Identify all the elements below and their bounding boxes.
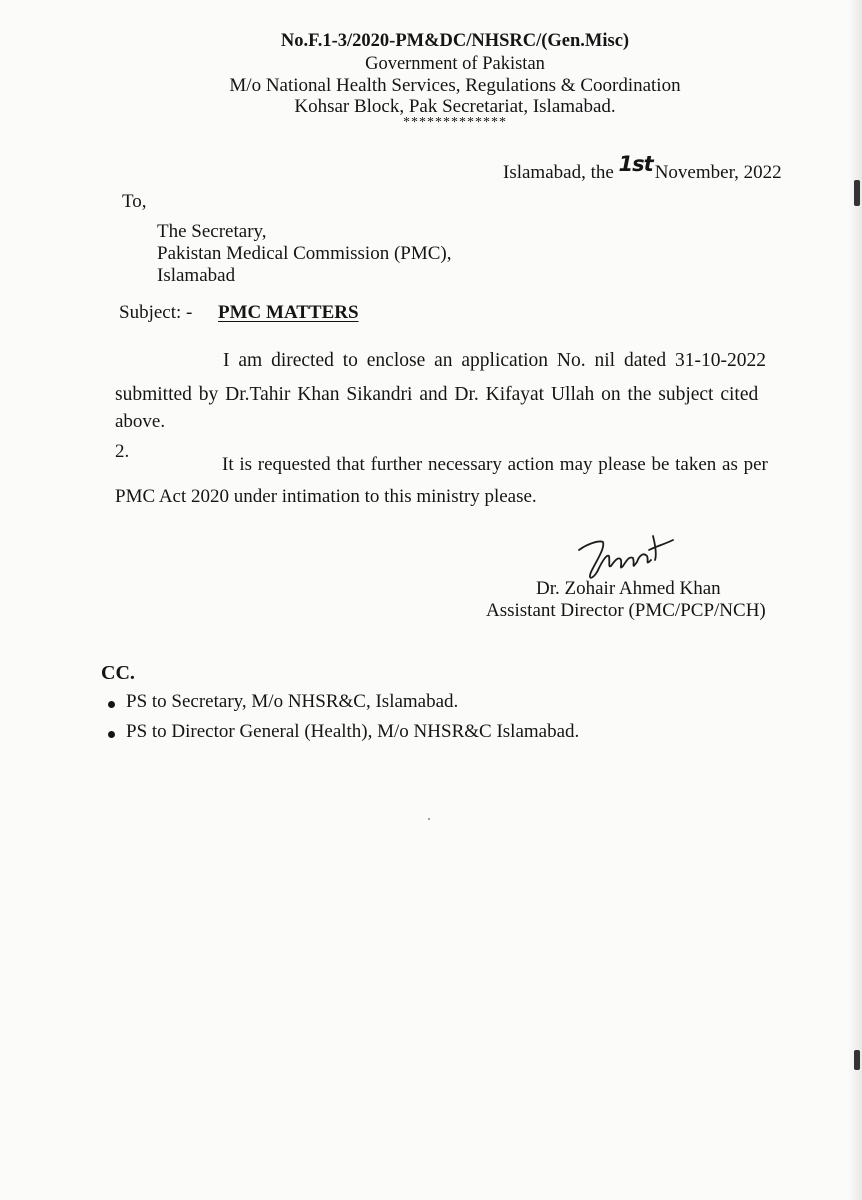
- subject-label: Subject: -: [119, 302, 193, 323]
- paragraph-1-line-2: submitted by Dr.Tahir Khan Sikandri and Dr. Kifayat Ullah on the subject cited: [115, 384, 759, 405]
- paragraph-1-text: I am directed to enclose an application No. nil dated 31-10-2022: [223, 350, 767, 371]
- date-line: [503, 152, 782, 184]
- recipient-organization: Pakistan Medical Commission (PMC),: [157, 243, 452, 264]
- bullet-icon: [108, 701, 115, 708]
- date-suffix: November, 2022: [654, 162, 782, 183]
- address-line: Kohsar Block, Pak Secretariat, Islamabad.: [294, 96, 616, 117]
- signatory-designation: Assistant Director (PMC/PCP/NCH): [486, 600, 766, 621]
- date-prefix: Islamabad, the: [503, 162, 619, 183]
- file-number: No.F.1-3/2020-PM&DC/NHSRC/(Gen.Misc): [280, 31, 630, 51]
- ministry-line: M/o National Health Services, Regulations & Coordination: [229, 75, 681, 96]
- government-line: Government of Pakistan: [365, 54, 545, 74]
- handwritten-day: 1st: [618, 152, 653, 176]
- signatory-name: Dr. Zohair Ahmed Khan: [536, 578, 721, 599]
- subject-title: PMC MATTERS: [218, 302, 359, 323]
- cc-item: PS to Secretary, M/o NHSR&C, Islamabad.: [126, 691, 459, 712]
- to-label: To,: [122, 191, 147, 212]
- paragraph-2-number: 2.: [115, 441, 130, 462]
- paragraph-2-line-2: PMC Act 2020 under intimation to this ministry please.: [115, 486, 537, 507]
- bullet-icon: [108, 731, 115, 738]
- paragraph-1-line-1: [223, 350, 773, 372]
- page-edge-mark: [854, 180, 860, 206]
- recipient-title: The Secretary,: [157, 221, 267, 242]
- paragraph-2-line-1: It is requested that further necessary action may please be taken as per: [222, 454, 768, 475]
- paragraph-1-line-3: above.: [115, 411, 166, 432]
- paper-speck: [428, 818, 430, 820]
- page-edge-mark: [854, 1050, 860, 1070]
- recipient-city: Islamabad: [157, 265, 236, 286]
- cc-label: CC.: [101, 662, 135, 684]
- separator-stars: *************: [403, 115, 507, 130]
- cc-item: PS to Director General (Health), M/o NHSR&C Islamabad.: [126, 721, 580, 742]
